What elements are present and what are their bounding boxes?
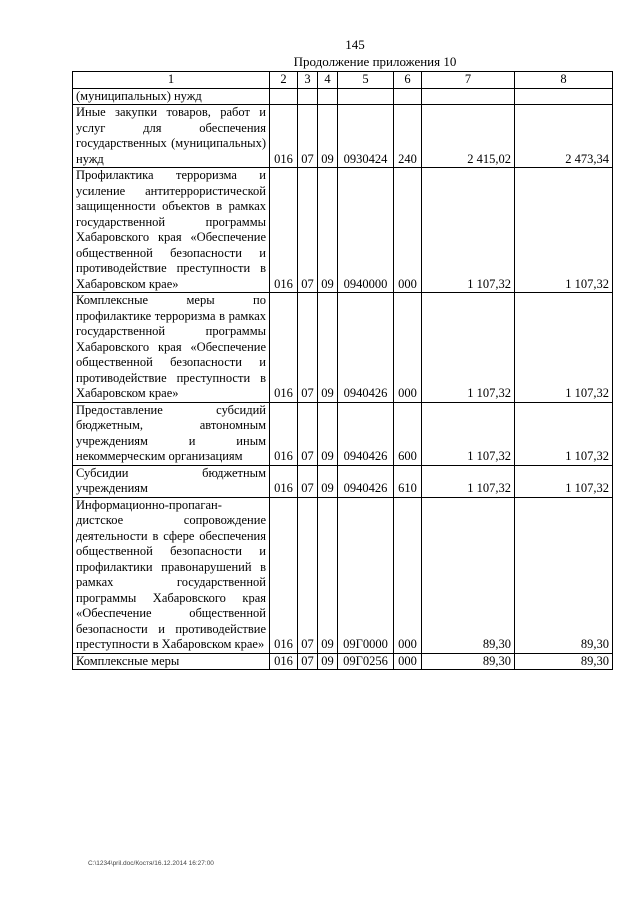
table-row: [73, 168, 613, 293]
cell-c5: 0940426: [338, 402, 394, 465]
table-row: [73, 105, 613, 168]
cell-c2: 016: [270, 653, 298, 670]
cell-c2: 016: [270, 105, 298, 168]
column-header: 7: [422, 72, 515, 89]
row-name: Субсидии бюджетным учреждениям: [73, 465, 270, 497]
cell-c7: 89,30: [422, 497, 515, 653]
cell-c8: 1 107,32: [515, 168, 613, 293]
column-header: 1: [73, 72, 270, 89]
cell-c7: 1 107,32: [422, 293, 515, 403]
cell-c7: 89,30: [422, 653, 515, 670]
cell-c7: 1 107,32: [422, 402, 515, 465]
cell-c6: 000: [394, 497, 422, 653]
cell-c5: 0940426: [338, 465, 394, 497]
cell-c4: 09: [318, 497, 338, 653]
cell-c6: 600: [394, 402, 422, 465]
cell-c6: [394, 88, 422, 105]
cell-c2: 016: [270, 168, 298, 293]
cell-c4: 09: [318, 168, 338, 293]
table-row: [73, 653, 613, 670]
column-header: 3: [298, 72, 318, 89]
cell-c6: 000: [394, 653, 422, 670]
cell-c8: 1 107,32: [515, 402, 613, 465]
cell-c4: 09: [318, 105, 338, 168]
cell-c4: 09: [318, 465, 338, 497]
row-name: Информационно-пропаган-дистское сопровождение деятельности в сфере обеспечения общественной безопасности и профилактики правонарушений в рамках государственной программы Хабаровского края «Обеспечение общественной безопасности и противодействие преступности в Хабаровском крае»: [73, 497, 270, 653]
column-header: 8: [515, 72, 613, 89]
row-name: Предоставление субсидий бюджетным, автономным учреждениям и иным некоммерческим организациям: [73, 402, 270, 465]
cell-c3: 07: [298, 465, 318, 497]
cell-c6: 000: [394, 168, 422, 293]
cell-c4: 09: [318, 653, 338, 670]
budget-table: [72, 71, 613, 670]
row-name: Комплексные меры по профилактике терроризма в рамках государственной программы Хабаровского края «Обеспечение общественной безопасности и противодействие преступности в Хабаровском крае»: [73, 293, 270, 403]
cell-c8: [515, 88, 613, 105]
cell-c6: 610: [394, 465, 422, 497]
cell-c5: 0930424: [338, 105, 394, 168]
table-row: [73, 465, 613, 497]
cell-c2: [270, 88, 298, 105]
cell-c5: 0940426: [338, 293, 394, 403]
column-header: 4: [318, 72, 338, 89]
row-name: (муниципальных) нужд: [73, 88, 270, 105]
cell-c6: 240: [394, 105, 422, 168]
cell-c8: 1 107,32: [515, 465, 613, 497]
cell-c5: [338, 88, 394, 105]
table-row: [73, 402, 613, 465]
cell-c2: 016: [270, 465, 298, 497]
cell-c3: 07: [298, 497, 318, 653]
cell-c6: 000: [394, 293, 422, 403]
table-row: [73, 497, 613, 653]
row-name: Профилактика терроризма и усиление антитеррористической защищенности объектов в рамках государственной программы Хабаровского края «Обеспечение общественной безопасности и противодействие преступности в Хабаровском крае»: [73, 168, 270, 293]
cell-c2: 016: [270, 497, 298, 653]
file-path-footer: C:\1234\pril.doc/Костя/16.12.2014 16:27:00: [88, 860, 214, 867]
column-header-row: [73, 72, 613, 89]
cell-c4: [318, 88, 338, 105]
table-row: [73, 293, 613, 403]
cell-c8: 2 473,34: [515, 105, 613, 168]
cell-c3: 07: [298, 293, 318, 403]
column-header: 6: [394, 72, 422, 89]
cell-c8: 89,30: [515, 497, 613, 653]
cell-c4: 09: [318, 402, 338, 465]
row-name: Иные закупки товаров, работ и услуг для обеспечения государственных (муниципальных) нужд: [73, 105, 270, 168]
table-row: [73, 88, 613, 105]
cell-c7: [422, 88, 515, 105]
continuation-title: Продолжение приложения 10: [293, 54, 457, 69]
cell-c3: 07: [298, 653, 318, 670]
cell-c7: 2 415,02: [422, 105, 515, 168]
cell-c5: 0940000: [338, 168, 394, 293]
cell-c8: 89,30: [515, 653, 613, 670]
cell-c7: 1 107,32: [422, 168, 515, 293]
cell-c5: 09Г0256: [338, 653, 394, 670]
cell-c3: 07: [298, 402, 318, 465]
cell-c7: 1 107,32: [422, 465, 515, 497]
page-number: 145: [345, 37, 365, 52]
column-header: 2: [270, 72, 298, 89]
cell-c3: [298, 88, 318, 105]
cell-c8: 1 107,32: [515, 293, 613, 403]
cell-c5: 09Г0000: [338, 497, 394, 653]
column-header: 5: [338, 72, 394, 89]
cell-c3: 07: [298, 105, 318, 168]
row-name: Комплексные меры: [73, 653, 270, 670]
cell-c4: 09: [318, 293, 338, 403]
cell-c3: 07: [298, 168, 318, 293]
cell-c2: 016: [270, 293, 298, 403]
cell-c2: 016: [270, 402, 298, 465]
